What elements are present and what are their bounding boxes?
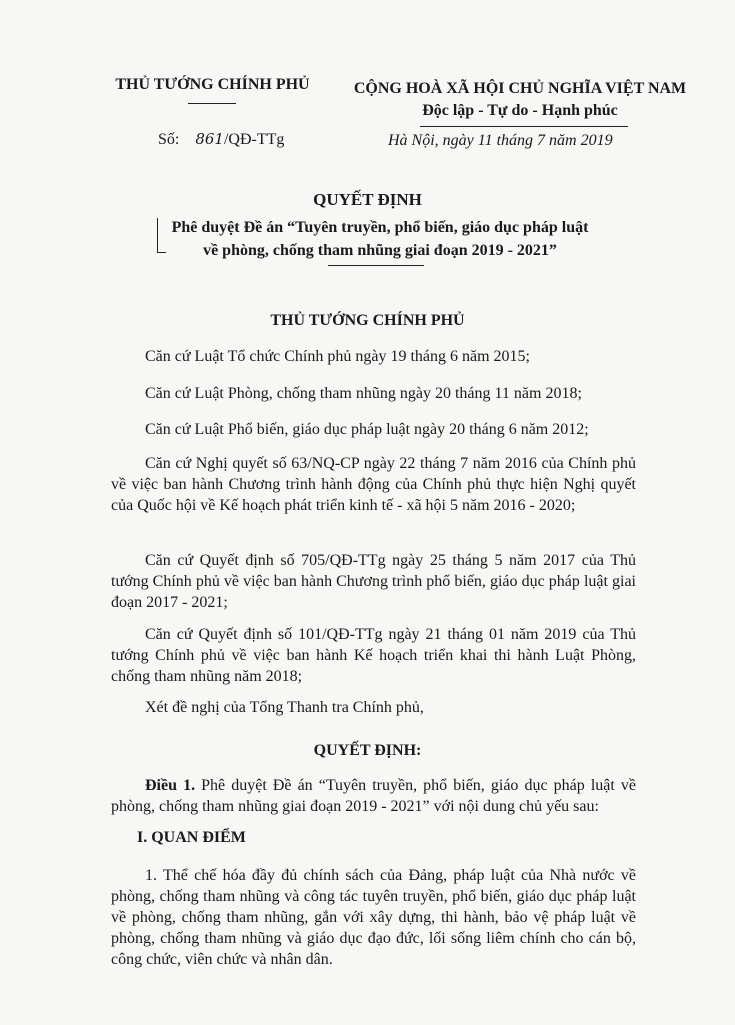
document-subject (130, 216, 630, 262)
section-1-point-1: 1. Thể chế hóa đầy đủ chính sách của Đảng, pháp luật của Nhà nước về phòng, chống tham nhũng và công tác tuyên truyền, phổ biến, giáo dục pháp luật về phòng, chống tham nhũng, gắn với xây dựng, thi hành, bảo vệ pháp luật về phòng, chống tham nhũng và giáo dục đạo đức, lối sống liêm chính cho cán bộ, công chức, viên chức và nhân dân. (111, 867, 636, 968)
authority-heading: THỦ TƯỚNG CHÍNH PHỦ (270, 312, 465, 329)
legal-basis-5: Căn cứ Quyết định số 705/QĐ-TTg ngày 25 tháng 5 năm 2017 của Thủ tướng Chính phủ về việc ban hành Chương trình phổ biến, giáo dục pháp luật giai đoạn 2017 - 2021; (111, 552, 636, 611)
number-label: Số: (158, 131, 180, 148)
subject-line-1: Phê duyệt Đề án “Tuyên truyền, phổ biến, giáo dục pháp luật (171, 219, 589, 236)
article-1-text: Phê duyệt Đề án “Tuyên truyền, phổ biến, giáo dục pháp luật về phòng, chống tham nhũng giai đoạn 2019 - 2021” với nội dung chủ yếu sau: (111, 777, 637, 815)
number-value: 861 (195, 130, 224, 148)
legal-basis-3: Căn cứ Luật Phổ biến, giáo dục pháp luật ngày 20 tháng 6 năm 2012; (145, 421, 589, 438)
nation-name: CỘNG HOÀ XÃ HỘI CHỦ NGHĨA VIỆT NAM (353, 80, 687, 97)
agency-underline (188, 103, 236, 104)
article-1 (111, 775, 636, 817)
national-motto: Độc lập - Tự do - Hạnh phúc (422, 102, 618, 119)
legal-basis-2: Căn cứ Luật Phòng, chống tham nhũng ngày 20 tháng 11 năm 2018; (145, 385, 582, 402)
article-1-label: Điều 1. (145, 777, 196, 794)
title-underline (328, 265, 424, 266)
issuing-agency: THỦ TƯỚNG CHÍNH PHỦ (115, 76, 310, 93)
proposal-line: Xét đề nghị của Tổng Thanh tra Chính phủ, (145, 699, 424, 716)
legal-basis-6: Căn cứ Quyết định số 101/QĐ-TTg ngày 21 tháng 01 năm 2019 của Thủ tướng Chính phủ về việc ban hành Kế hoạch triển khai thi hành Luật Phòng, chống tham nhũng năm 2018; (111, 626, 636, 685)
section-heading: I. QUAN ĐIỂM (137, 829, 246, 846)
decision-heading: QUYẾT ĐỊNH: (313, 742, 422, 759)
number-suffix: /QĐ-TTg (223, 131, 285, 148)
legal-basis-1: Căn cứ Luật Tổ chức Chính phủ ngày 19 tháng 6 năm 2015; (145, 348, 530, 365)
legal-basis-4: Căn cứ Nghị quyết số 63/NQ-CP ngày 22 tháng 7 năm 2016 của Chính phủ về việc ban hành Chương trình hành động của Chính phủ thực hiện Nghị quyết của Quốc hội về Kế hoạch phát triển kinh tế - xã hội 5 năm 2016 - 2020; (111, 455, 636, 514)
document-number (158, 130, 284, 149)
subject-line-2: về phòng, chống tham nhũng giai đoạn 2019 - 2021” (203, 242, 557, 259)
motto-underline (420, 126, 628, 127)
document-type-heading: QUYẾT ĐỊNH (313, 190, 422, 209)
issue-date: Hà Nội, ngày 11 tháng 7 năm 2019 (388, 132, 613, 149)
national-header (340, 78, 700, 122)
